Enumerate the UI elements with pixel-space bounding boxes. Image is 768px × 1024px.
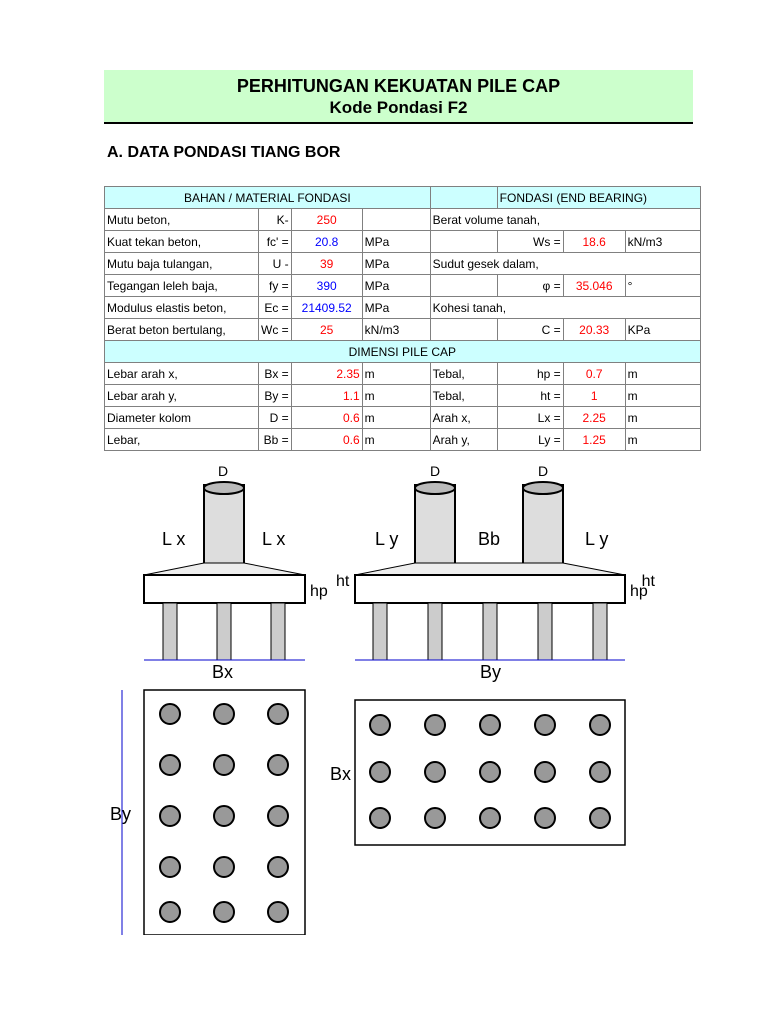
label-Lx-right: L x: [262, 529, 286, 549]
pile-cap-drawing: [100, 460, 660, 935]
material-value: 25: [291, 319, 362, 341]
elevation-x: [144, 463, 350, 682]
label-ht: ht: [336, 573, 350, 590]
label-D-3: D: [538, 463, 549, 479]
label-By: By: [480, 662, 502, 682]
pile: [538, 603, 552, 660]
label-hp-2: hp: [630, 583, 648, 600]
dimensi-value-right: 1: [563, 385, 625, 407]
material-unit: MPa: [362, 253, 430, 275]
header-fondasi: FONDASI (END BEARING): [497, 187, 700, 209]
material-label: Modulus elastis beton,: [105, 297, 259, 319]
pile-plan: [268, 755, 288, 775]
pile-plan: [425, 715, 445, 735]
label-Bb: Bb: [478, 529, 501, 549]
dimensi-label: Lebar arah x,: [105, 363, 259, 385]
dimensi-label-right: Arah x,: [430, 407, 497, 429]
fondasi-symbol: C =: [497, 319, 563, 341]
plan-y: [330, 700, 625, 845]
table-row: [105, 429, 701, 451]
dimensi-unit-right: m: [625, 385, 700, 407]
plan-x: [110, 690, 305, 935]
fondasi-label: Berat volume tanah,: [430, 209, 700, 231]
material-symbol: Wc =: [259, 319, 292, 341]
pile: [483, 603, 497, 660]
dimensi-unit: m: [362, 407, 430, 429]
pile-plan: [535, 808, 555, 828]
dimensi-label-right: Tebal,: [430, 385, 497, 407]
table-row: [105, 275, 701, 297]
fondasi-empty: [430, 231, 497, 253]
pile-plan: [480, 762, 500, 782]
pile-plan: [160, 755, 180, 775]
fondasi-value: 18.6: [563, 231, 625, 253]
page-title: PERHITUNGAN KEKUATAN PILE CAP: [236, 76, 561, 96]
fondasi-unit: kN/m3: [625, 231, 700, 253]
fondasi-value: 35.046: [563, 275, 625, 297]
label-Bx-plan: Bx: [330, 764, 352, 784]
pile-plan: [535, 715, 555, 735]
fondasi-symbol: φ =: [497, 275, 563, 297]
label-D: D: [218, 463, 229, 479]
material-symbol: Ec =: [259, 297, 292, 319]
pile: [271, 603, 285, 660]
dimensi-symbol-right: ht =: [497, 385, 563, 407]
table-row: [105, 407, 701, 429]
material-value: 39: [291, 253, 362, 275]
material-label: Tegangan leleh baja,: [105, 275, 259, 297]
pile-plan: [590, 715, 610, 735]
dimensi-symbol-right: Lx =: [497, 407, 563, 429]
material-label: Kuat tekan beton,: [105, 231, 259, 253]
material-symbol: fy =: [259, 275, 292, 297]
pile-plan: [370, 762, 390, 782]
dimensi-unit: m: [362, 363, 430, 385]
dimensi-value: 2.35: [291, 363, 362, 385]
fondasi-empty: [430, 319, 497, 341]
pile-plan: [425, 762, 445, 782]
table-row: [105, 253, 701, 275]
dimensi-unit: m: [362, 429, 430, 451]
header-dimensi: DIMENSI PILE CAP: [105, 341, 701, 363]
table-row: [105, 319, 701, 341]
dimensi-value-right: 2.25: [563, 407, 625, 429]
material-symbol: U -: [259, 253, 292, 275]
label-D-2: D: [430, 463, 441, 479]
table-row: [105, 231, 701, 253]
fondasi-symbol: Ws =: [497, 231, 563, 253]
fondasi-value: 20.33: [563, 319, 625, 341]
material-label: Berat beton bertulang,: [105, 319, 259, 341]
material-value: 21409.52: [291, 297, 362, 319]
material-unit: MPa: [362, 297, 430, 319]
pile-plan: [160, 902, 180, 922]
dimensi-label: Diameter kolom: [105, 407, 259, 429]
pile-plan: [160, 857, 180, 877]
pile-plan: [214, 704, 234, 724]
pile: [163, 603, 177, 660]
page-subtitle: Kode Pondasi F2: [329, 98, 468, 117]
pile-plan: [590, 808, 610, 828]
pile: [428, 603, 442, 660]
dimensi-label: Lebar,: [105, 429, 259, 451]
pile: [217, 603, 231, 660]
material-value: 390: [291, 275, 362, 297]
table-row: [105, 385, 701, 407]
pile-plan: [214, 755, 234, 775]
pile: [373, 603, 387, 660]
pile: [593, 603, 607, 660]
fondasi-unit: KPa: [625, 319, 700, 341]
dimensi-label-right: Tebal,: [430, 363, 497, 385]
dimensi-value: 1.1: [291, 385, 362, 407]
pile-plan: [268, 704, 288, 724]
pile-plan: [480, 808, 500, 828]
fondasi-empty: [430, 275, 497, 297]
label-Ly-left: L y: [375, 529, 399, 549]
label-By-plan: By: [110, 804, 132, 824]
fondasi-label: Kohesi tanah,: [430, 297, 700, 319]
dimensi-symbol-right: Ly =: [497, 429, 563, 451]
title-banner: [104, 70, 693, 124]
data-table: [104, 186, 701, 451]
material-unit: MPa: [362, 231, 430, 253]
dimensi-symbol: By =: [259, 385, 292, 407]
dimensi-unit-right: m: [625, 363, 700, 385]
dimensi-value: 0.6: [291, 429, 362, 451]
pile-plan: [370, 808, 390, 828]
material-symbol: fc' =: [259, 231, 292, 253]
dimensi-value: 0.6: [291, 407, 362, 429]
section-heading: A. DATA PONDASI TIANG BOR: [107, 144, 341, 161]
dimensi-unit-right: m: [625, 429, 700, 451]
pile-plan: [214, 857, 234, 877]
label-ht-2: ht: [641, 573, 655, 590]
pile-plan: [425, 808, 445, 828]
material-unit: kN/m3: [362, 319, 430, 341]
pile-plan: [214, 806, 234, 826]
pile-plan: [480, 715, 500, 735]
pile-plan: [214, 902, 234, 922]
pile-plan: [535, 762, 555, 782]
table-row: [105, 297, 701, 319]
material-unit: MPa: [362, 275, 430, 297]
material-value: 20.8: [291, 231, 362, 253]
pile-plan: [370, 715, 390, 735]
material-value: 250: [291, 209, 362, 231]
pile-plan: [590, 762, 610, 782]
material-symbol: K-: [259, 209, 292, 231]
dimensi-label-right: Arah y,: [430, 429, 497, 451]
header-material: BAHAN / MATERIAL FONDASI: [105, 187, 431, 209]
table-row: [105, 209, 701, 231]
label-Lx-left: L x: [162, 529, 186, 549]
dimensi-symbol: Bx =: [259, 363, 292, 385]
table-row: [105, 363, 701, 385]
material-label: Mutu baja tulangan,: [105, 253, 259, 275]
pile-plan: [160, 806, 180, 826]
fondasi-unit: °: [625, 275, 700, 297]
fondasi-label: Sudut gesek dalam,: [430, 253, 700, 275]
material-unit: [362, 209, 430, 231]
label-hp: hp: [310, 583, 328, 600]
dimensi-symbol: D =: [259, 407, 292, 429]
pile-plan: [268, 806, 288, 826]
label-Ly-right: L y: [585, 529, 609, 549]
elevation-y: [355, 463, 656, 682]
pile-plan: [160, 704, 180, 724]
pile-plan: [268, 902, 288, 922]
material-label: Mutu beton,: [105, 209, 259, 231]
dimensi-symbol: Bb =: [259, 429, 292, 451]
dimensi-unit-right: m: [625, 407, 700, 429]
dimensi-symbol-right: hp =: [497, 363, 563, 385]
dimensi-value-right: 0.7: [563, 363, 625, 385]
dimensi-label: Lebar arah y,: [105, 385, 259, 407]
pile-plan: [268, 857, 288, 877]
dimensi-unit: m: [362, 385, 430, 407]
dimensi-value-right: 1.25: [563, 429, 625, 451]
label-Bx: Bx: [212, 662, 234, 682]
